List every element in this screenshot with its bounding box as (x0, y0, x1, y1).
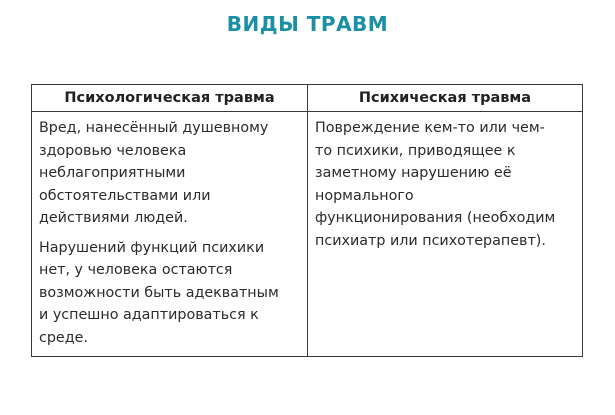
text-line: среде. (39, 329, 88, 346)
header-row (32, 85, 583, 112)
text-line: Нарушений функций психики (39, 239, 265, 256)
text-line: возможности быть адекватным (39, 284, 279, 301)
text-line: неблагоприятными (39, 165, 186, 181)
table-row (32, 112, 583, 357)
text-line: обстоятельствами или (39, 187, 211, 204)
definition-paragraph (315, 117, 576, 252)
header-psychological-trauma: Психологическая травма (32, 85, 308, 112)
text-line: и успешно адаптироваться к (39, 307, 259, 323)
text-line: Вред, нанесённый душевному (39, 120, 269, 136)
text-line: нормального (315, 187, 414, 204)
cell-psychological-trauma (32, 112, 308, 357)
text-line: здоровью человека (39, 142, 187, 159)
text-line: функционирования (необходим (315, 210, 556, 226)
comparison-table (31, 84, 583, 357)
text-line: действиями людей. (39, 210, 188, 226)
header-mental-trauma: Психическая травма (308, 85, 583, 112)
text-line: нет, у человека остаются (39, 262, 233, 278)
text-line: психиатр или психотерапевт). (315, 232, 546, 249)
page-title: ВИДЫ ТРАВМ (226, 12, 389, 36)
definition-paragraph (39, 117, 301, 230)
text-line: Повреждение кем-то или чем- (315, 120, 545, 136)
text-line: заметному нарушению её (315, 165, 512, 181)
text-line: то психики, приводящее к (315, 142, 516, 159)
cell-mental-trauma (308, 112, 583, 357)
consequence-paragraph (39, 237, 301, 350)
